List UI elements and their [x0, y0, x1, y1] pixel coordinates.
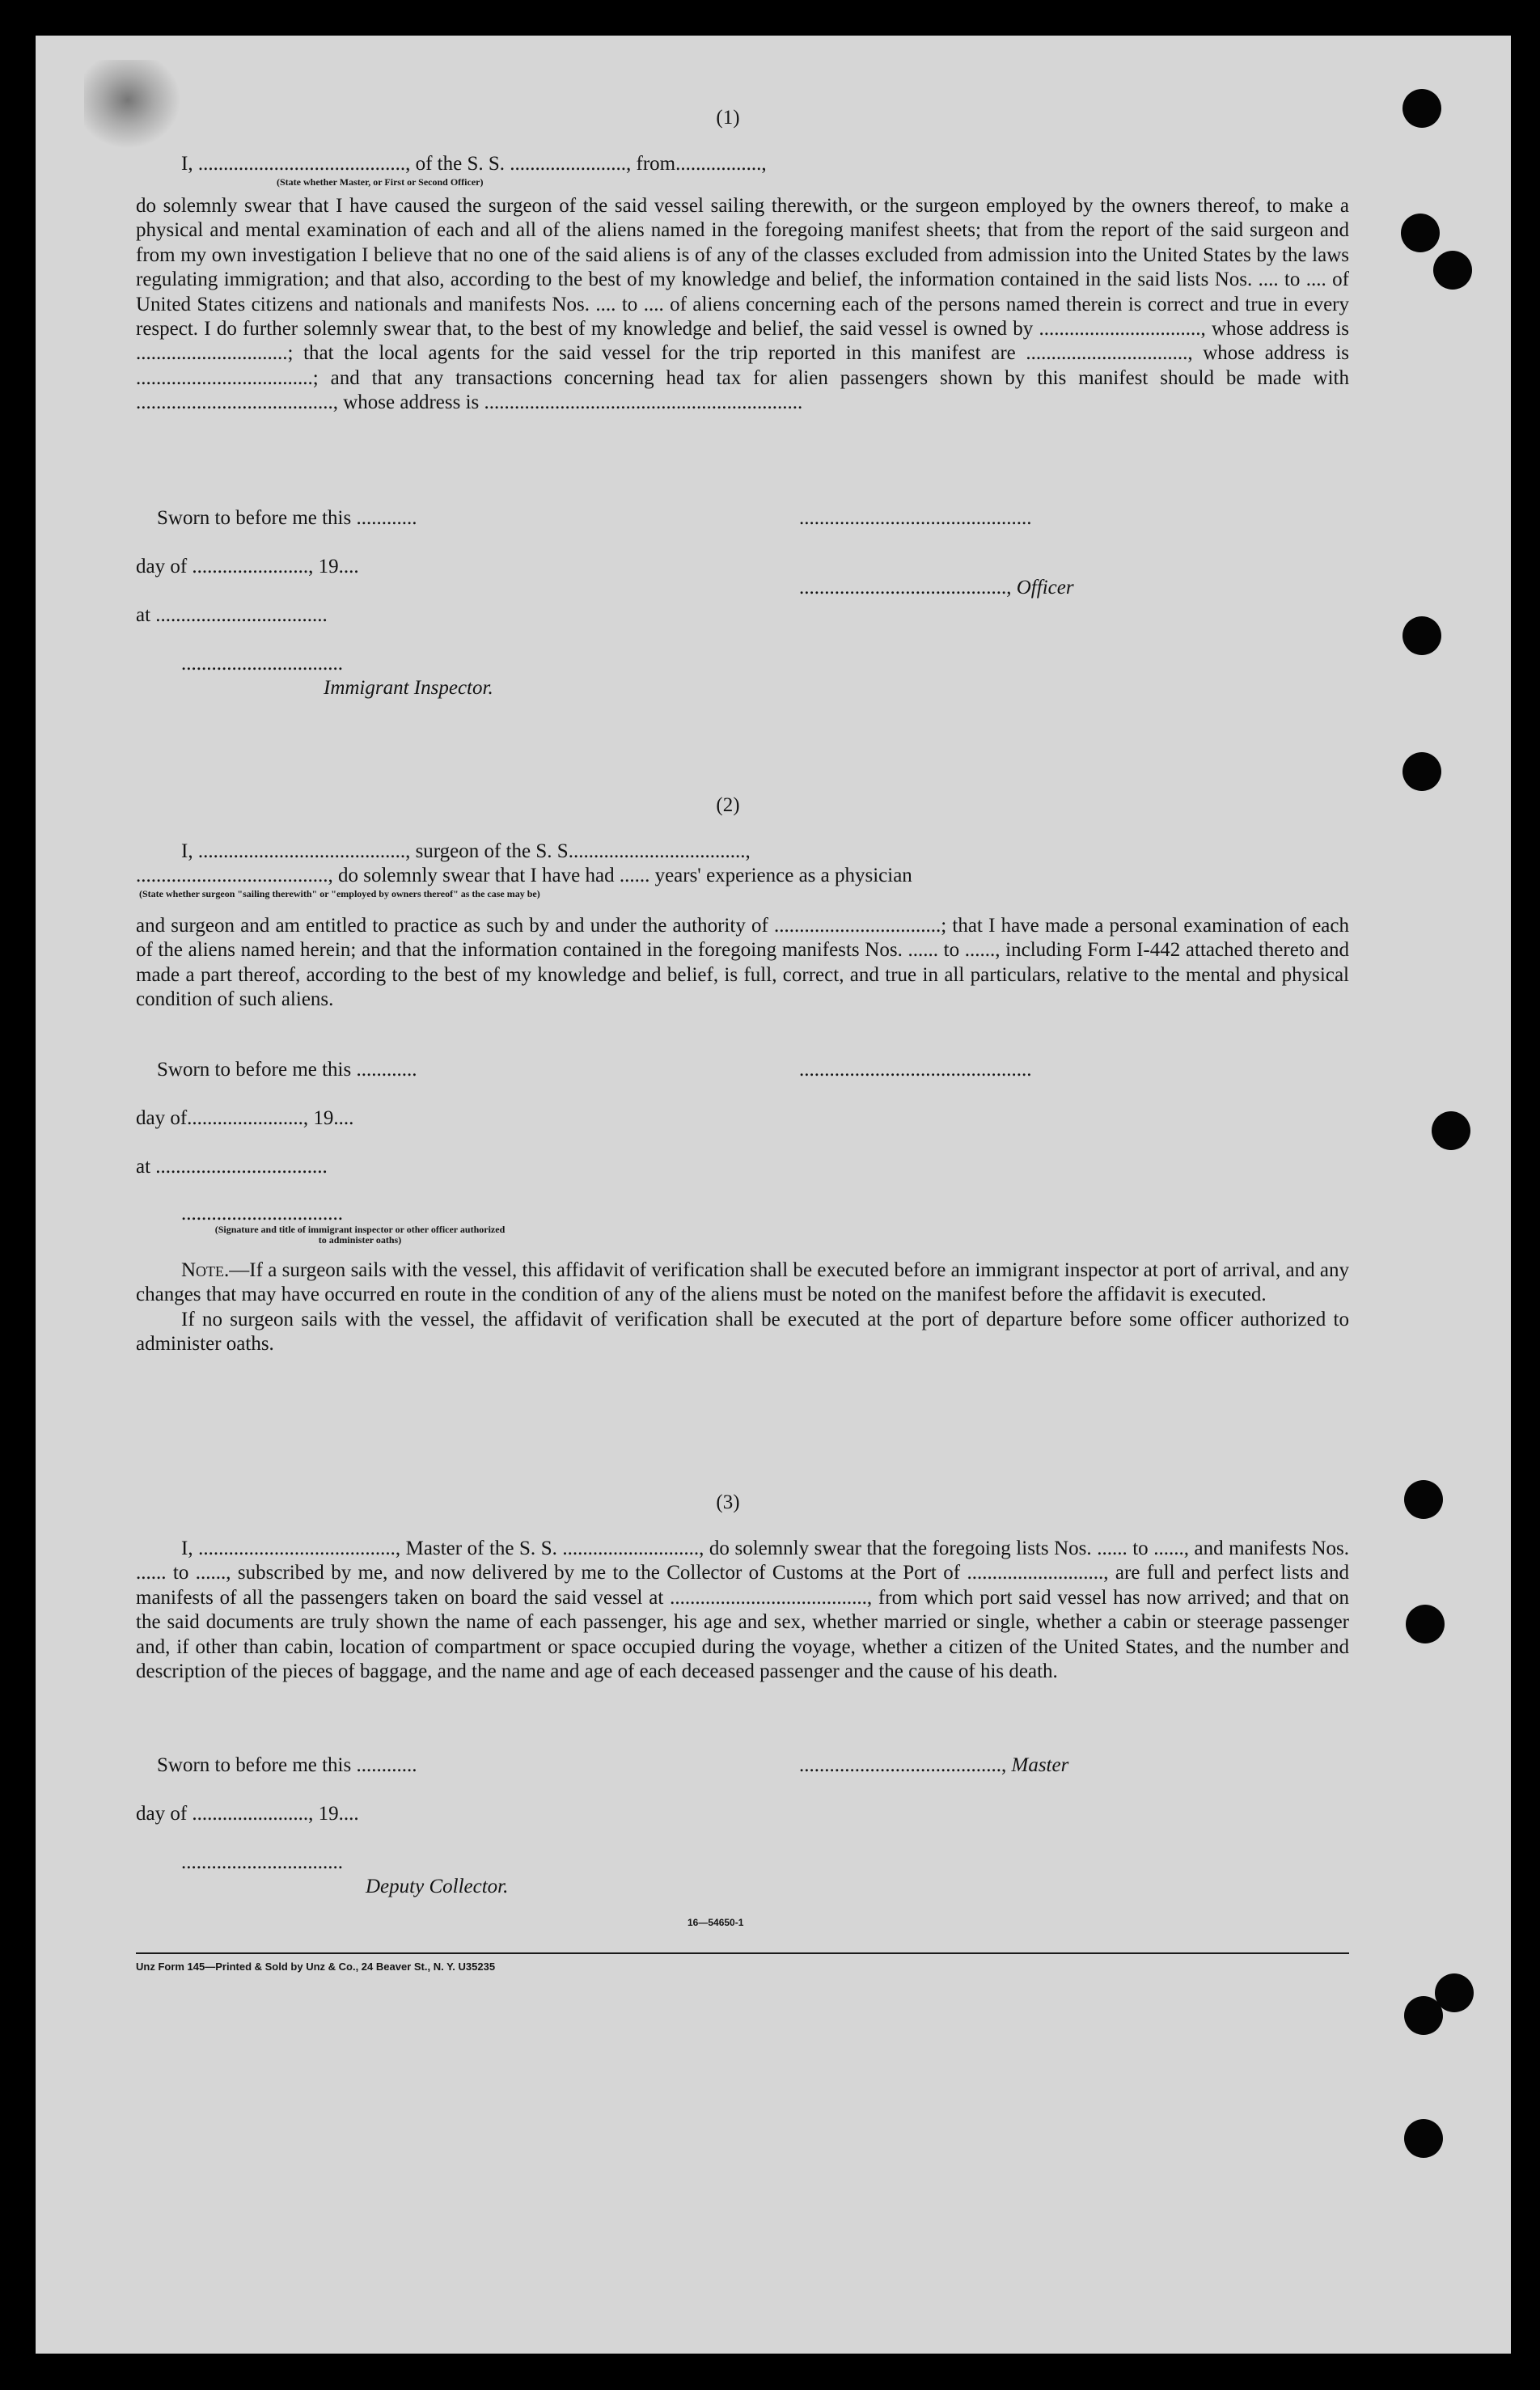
section-3-master-signature — [799, 1753, 1068, 1778]
section-1-inspector-line: ................................ — [181, 653, 343, 675]
punch-hole — [1433, 251, 1472, 290]
section-2-surgeon-line: .............................................. — [799, 1059, 1032, 1081]
section-1-officer-signature — [799, 576, 1074, 600]
section-2-number: (2) — [716, 794, 740, 816]
section-2-signature-line: ................................ — [181, 1203, 343, 1225]
section-2-at: at .................................. — [136, 1156, 328, 1178]
section-2-line-2-note: (State whether surgeon "sailing therewith" or "employed by owners thereof" as the case may be) — [139, 888, 540, 899]
note-label: Note. — [181, 1259, 230, 1281]
punch-hole — [1406, 1605, 1445, 1643]
printer-footer: Unz Form 145—Printed & Sold by Unz & Co., 24 Beaver St., N. Y. U35235 — [136, 1961, 496, 1973]
punch-hole — [1402, 89, 1441, 128]
punch-hole — [1404, 1480, 1443, 1519]
section-1-paragraph — [136, 194, 1349, 416]
section-3-collector-line: ................................ — [181, 1851, 343, 1873]
note-paragraph-2: If no surgeon sails with the vessel, the affidavit of verification shall be executed at the port of departure before some officer authorized to administer oaths. — [136, 1308, 1349, 1356]
master-title: Master — [1011, 1754, 1069, 1776]
punch-hole — [1404, 1996, 1443, 2035]
punch-hole — [1401, 214, 1440, 252]
section-2-line-2: ......................................, do solemnly swear that I have had ...... years' experience as a physician — [136, 865, 912, 886]
section-1-opening-note: (State whether Master, or First or Second Officer) — [277, 176, 484, 188]
punch-hole — [1402, 752, 1441, 791]
footer-rule — [136, 1952, 1349, 1954]
punch-hole — [1432, 1111, 1470, 1150]
section-3-sworn: Sworn to before me this ............ — [157, 1754, 417, 1776]
section-1-inspector-title: Immigrant Inspector. — [324, 677, 493, 699]
form-number: 16—54650-1 — [688, 1917, 744, 1928]
ink-smudge — [84, 60, 181, 149]
section-1-text: do solemnly swear that I have caused the surgeon of the said vessel sailing therewith, or the surgeon employed by the owners thereof, to make a physical and mental examination of each and all of the aliens named in the foregoing manifest sheets; that from the report of the said surgeon and from my own investigation I believe that no one of the said aliens is of any of the classes excluded from admission into the United States by the laws regulating immigration; and that also, according to the best of my knowledge and belief, the information contained in the said lists Nos. .... to .... of United States citizens and nationals and manifests Nos. .... to .... of aliens concerning each of the persons named therein is correct and true in every respect. I do further solemnly swear that, to the best of my knowledge and belief, the said vessel is owned by ................................, whose address is ..............................; that the local agents for the said vessel for the trip reported in this manifest are ................................, whose address is ...................................; and that any transactions concerning head tax for alien passengers shown by this manifest should be made with ......................................., whose address is ............................................................... — [136, 195, 1349, 414]
section-1-opening-line: I, ........................................., of the S. S. ......................., from................., — [181, 153, 767, 175]
section-2-signature-caption: (Signature and title of immigrant inspector or other officer authorized to administer oaths) — [214, 1224, 506, 1246]
officer-signature-line: ........................................., — [799, 577, 1017, 599]
master-signature-line: ........................................, — [799, 1754, 1012, 1776]
note-text: —If a surgeon sails with the vessel, this affidavit of verification shall be executed before an immigrant inspector at port of arrival, and any changes that may have occurred en route in the condition of any of the aliens must be noted on the manifest before the affidavit is executed. — [136, 1259, 1349, 1306]
section-3-dayof: day of ......................., 19.... — [136, 1803, 359, 1825]
section-2-text: and surgeon and am entitled to practice as such by and under the authority of .................................; that I have made a personal examination of each of the aliens named herein; and that the information contained in the foregoing manifests Nos. ...... to ......, including Form I-442 attached thereto and made a part thereof, according to the best of my knowledge and belief, is full, correct, and true in all particulars, relative to the mental and physical condition of such aliens. — [136, 915, 1349, 1011]
document-page — [36, 36, 1511, 2354]
section-3-collector-title: Deputy Collector. — [366, 1876, 509, 1897]
section-2-note — [136, 1258, 1349, 1357]
officer-title: Officer — [1016, 577, 1074, 599]
section-2-dayof: day of......................., 19.... — [136, 1107, 354, 1129]
section-3-paragraph — [136, 1537, 1349, 1684]
section-2-paragraph — [136, 914, 1349, 1013]
section-1-at: at .................................. — [136, 604, 328, 626]
section-1-officer-line: .............................................. — [799, 507, 1032, 529]
section-1-dayof: day of ......................., 19.... — [136, 556, 359, 577]
section-1-number: (1) — [716, 107, 740, 129]
section-1-sworn: Sworn to before me this ............ — [157, 507, 417, 529]
note-paragraph — [136, 1258, 1349, 1308]
section-3-number: (3) — [716, 1491, 740, 1513]
section-3-text: I, ......................................., Master of the S. S. ..........................., do solemnly swear that the foregoing lists Nos. ...... to ......, and manifests Nos. ...... to ......, subscribed by me, and now delivered by me to the Collector of Customs at the Port of ..........................., are full and perfect lists and manifests of all the passengers taken on board the said vessel at ......................................., from which port said vessel has now arrived; and that on the said documents are truly shown the name of each passenger, his age and sex, whether married or single, whether a cabin or steerage passenger and, if other than cabin, location of compartment or space occupied during the voyage, whether a citizen of the United States, and the number and description of the pieces of baggage, and the name and age of each deceased passenger and the cause of his death. — [136, 1538, 1349, 1683]
punch-hole — [1402, 616, 1441, 655]
punch-hole — [1404, 2119, 1443, 2158]
section-2-line-1: I, ........................................., surgeon of the S. S..................................., — [181, 840, 751, 862]
section-2-sworn: Sworn to before me this ............ — [157, 1059, 417, 1081]
